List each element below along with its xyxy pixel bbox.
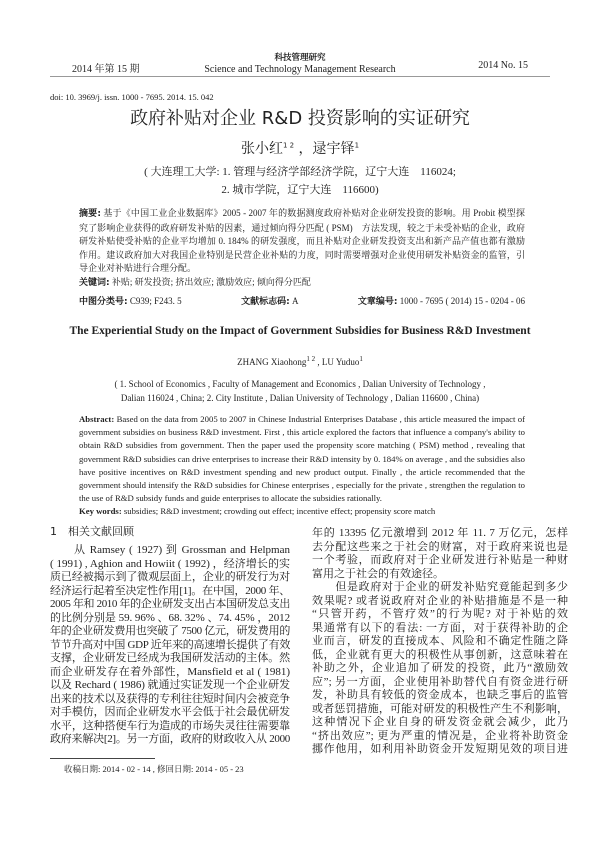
body-line: 以及 Rechard ( 1986) 就通过实证发现一个企业研发 — [50, 679, 290, 691]
clc-label: 中图分类号: — [79, 297, 128, 307]
body-line: 效果呢? 或者说政府对企业的补贴措施是不是一种 — [312, 594, 568, 607]
running-header — [50, 53, 550, 77]
abstract-text: 基于《中国工业企业数据库》2005 - 2007 年的数据测度政府补贴对企业研发投资的影响。用 Probit 模型探究了影响企业获得的政府研发补贴的因素，通过倾向得分匹配 ( PSM) 方法发现，较之于未受补贴的企业，政府研发补贴使受补贴的企业平均增加 0. 184% 的研发强度，而且补贴对企业研发投资支出和新产品产值也都有激励作用。建议政府加大对我国企业特别是民营企业补贴的力度，同时需要增强对企业使用研发补贴资金的监管，引导企业对补贴进行合理分配。 — [79, 208, 525, 273]
affiliation-line: 2. 城市学院，辽宁大连 116600) — [221, 184, 379, 196]
affiliation-cn — [0, 163, 600, 199]
body-column-left — [50, 544, 290, 747]
body-line: 而企业研发存在着外部性，Mansfield et al ( 1981) — [50, 665, 290, 678]
section-heading: 1 相关文献回顾 — [50, 525, 134, 538]
body-line: 挪作他用，如利用补助资金开发短期见效的项目进 — [312, 743, 568, 755]
body-line: 的比例分别是 59. 96% 、68. 32% 、74. 45% ，2012 — [50, 611, 290, 624]
body-line: 对手模仿，因而企业研发水平会低于社会最优研发 — [50, 706, 290, 718]
body-line: 水平，这种搭便车行为造成的市场失灵往往需要靠 — [50, 719, 290, 732]
body-line: 或者惩罚措施，可能对研发的积极性产生不利影响， — [312, 702, 568, 715]
doi: doi: 10. 3969/j. issn. 1000 - 7695. 2014. 15. 042 — [50, 92, 214, 102]
affiliation-en-line: ( 1. School of Economics , Faculty of Management and Economics , Dalian University of Technology , — [114, 379, 486, 389]
classification-row — [79, 295, 525, 308]
affiliation-en-line: Dalian 116024 , China; 2. City Institute , Dalian University of Technology , Dalian 116600 , China) — [120, 393, 480, 403]
authors-en — [0, 356, 600, 368]
affiliation-en — [0, 377, 600, 405]
body-line: 年的企业研发费用也突破了 7500 亿元，研发费用的 — [50, 625, 290, 637]
abstract-en-label: Abstract: — [79, 414, 115, 424]
body-line: 发，补助具有较低的资金成本，也缺乏事后的监管 — [312, 689, 568, 701]
author-2-affil: 1 — [354, 141, 360, 150]
abstract-label: 摘要: — [79, 209, 101, 219]
body-line: 低，企业就有更大的积极性从事创新，这意味着在 — [312, 648, 568, 661]
affiliation-line: ( 大连理工大学: 1. 管理与经济学部经济学院，辽宁大连 116024; — [144, 166, 456, 178]
abstract-cn — [79, 207, 525, 290]
body-line: 从 Ramsey ( 1927) 到 Grossman and Helpman — [50, 544, 290, 556]
body-line: 出来的技术以及获得的专利往往短时间内会被竞争 — [50, 692, 290, 705]
author-1-en-affil: 1 2 — [306, 355, 316, 363]
body-line: 果通常有以下的看法: 一方面，对于获得补助的企 — [312, 621, 568, 634]
body-line: “只管开药，不管疗效”的行为呢? 对于补贴的效 — [312, 608, 568, 620]
body-line: 但是政府对于企业的研发补贴究竟能起到多少 — [312, 581, 568, 593]
body-line: 节节升高对中国 GDP 近年来的高速增长提供了有效 — [50, 638, 290, 651]
body-line: 支撑，企业研发已经成为我国研发活动的主体。然 — [50, 652, 290, 664]
doc-code-value: A — [289, 296, 299, 306]
issue-en: 2014 No. 15 — [478, 60, 528, 71]
keywords-en-text: subsidies; R&D investment; crowding out effect; incentive effect; propensity score match — [121, 506, 436, 517]
body-line: “挤出效应”; 更为严重的情况是，企业将补助资金 — [312, 729, 568, 742]
author-1-affil: 1 2 — [282, 141, 295, 150]
abstract-en — [79, 413, 525, 519]
body-line: 政府来解决[2]。另一方面，政府的财政收入从 2000 — [50, 733, 290, 745]
body-line: 质已经被揭示到了微观层面上，企业的研发行为对 — [50, 571, 290, 583]
body-line: 去分配这些来之于社会的财富，对于政府来说也是 — [312, 540, 568, 553]
body-line: 富用之于社会的有效途径。 — [312, 567, 444, 580]
journal-cn: 科技管理研究 — [274, 53, 326, 63]
article-no-label: 文章编号: — [357, 297, 398, 307]
issue-cn: 2014 年第 15 期 — [72, 64, 140, 75]
body-line: 业而言，研发的直接成本、风险和不确定性随之降 — [312, 635, 568, 647]
keywords-label: 关键词: — [79, 277, 110, 288]
keywords-en-label: Key words: — [79, 506, 122, 517]
body-line: ( 1991) , Aghion and Howiit ( 1992) ，经济增长的实 — [50, 557, 290, 570]
body-line: 年的 13395 亿元激增到 2012 年 11. 7 万亿元，怎样 — [312, 527, 568, 539]
journal-name — [50, 53, 550, 75]
paper-title-en: The Experiential Study on the Impact of Government Subsidies for Business R&D Investment — [69, 325, 531, 337]
body-line: 一个考验，而政府对于企业研发进行补贴是一种财 — [312, 554, 568, 566]
received-date: 收稿日期: 2014 - 02 - 14 , 修回日期: 2014 - 05 - 23 — [64, 764, 244, 774]
body-line: 这种情况下企业自身的研发资金就会减少，此乃 — [312, 716, 568, 728]
author-2-en: , LU Yuduo — [315, 357, 360, 367]
body-line: 补助之外，企业追加了研发的投资，此乃“激励效 — [312, 662, 568, 674]
authors-cn — [0, 140, 600, 158]
body-line: 2005 年和 2010 年的企业研发支出占本国研发总支出 — [50, 598, 290, 610]
doc-code-label: 文献标志码: — [241, 297, 290, 307]
author-2: ，逯宇铎 — [294, 141, 355, 157]
clc-value: C939; F243. 5 — [127, 296, 182, 306]
keywords-text: 补贴; 研发投资; 挤出效应; 激励效应; 倾向得分匹配 — [109, 276, 311, 287]
body-line: 经济运行起着至决定性作用[1]。在中国，2000 年、 — [50, 584, 290, 597]
body-line: 应”; 另一方面，企业使用补助替代自有资金进行研 — [312, 675, 568, 688]
journal-en: Science and Technology Management Research — [204, 64, 396, 75]
article-no-value: 1000 - 7695 ( 2014) 15 - 0204 - 06 — [397, 296, 525, 306]
author-2-en-affil: 1 — [359, 355, 363, 363]
paper-title: 政府补贴对企业 R&D 投资影响的实证研究 — [130, 108, 470, 129]
abstract-en-text: Based on the data from 2005 to 2007 in Chinese Industrial Enterprises Database , this article measured the impact of government subsidies on business R&D investment. First , this article explored the factors that influence a company's ability to obtain R&D subsidies from government. Then the paper used the propensity score matching ( PSM) method , revealing that government R&D subsidies can drive enterprises to increase their R&D intensity by 0. 184% on average , and the subsidies also have positive incentives on R&D investment spending and new product output. Finally , the article recommended that the government should intensify the R&D subsidies for Chinese enterprises , especially for the private , strengthen the regulation to the use of R&D subsidy funds and guide enterprises to allocate the subsidies rationally. — [79, 414, 525, 504]
body-column-right — [312, 527, 568, 757]
author-1-en: ZHANG Xiaohong — [237, 357, 307, 367]
footnote-rule — [50, 758, 155, 759]
author-1: 张小红 — [240, 141, 283, 157]
